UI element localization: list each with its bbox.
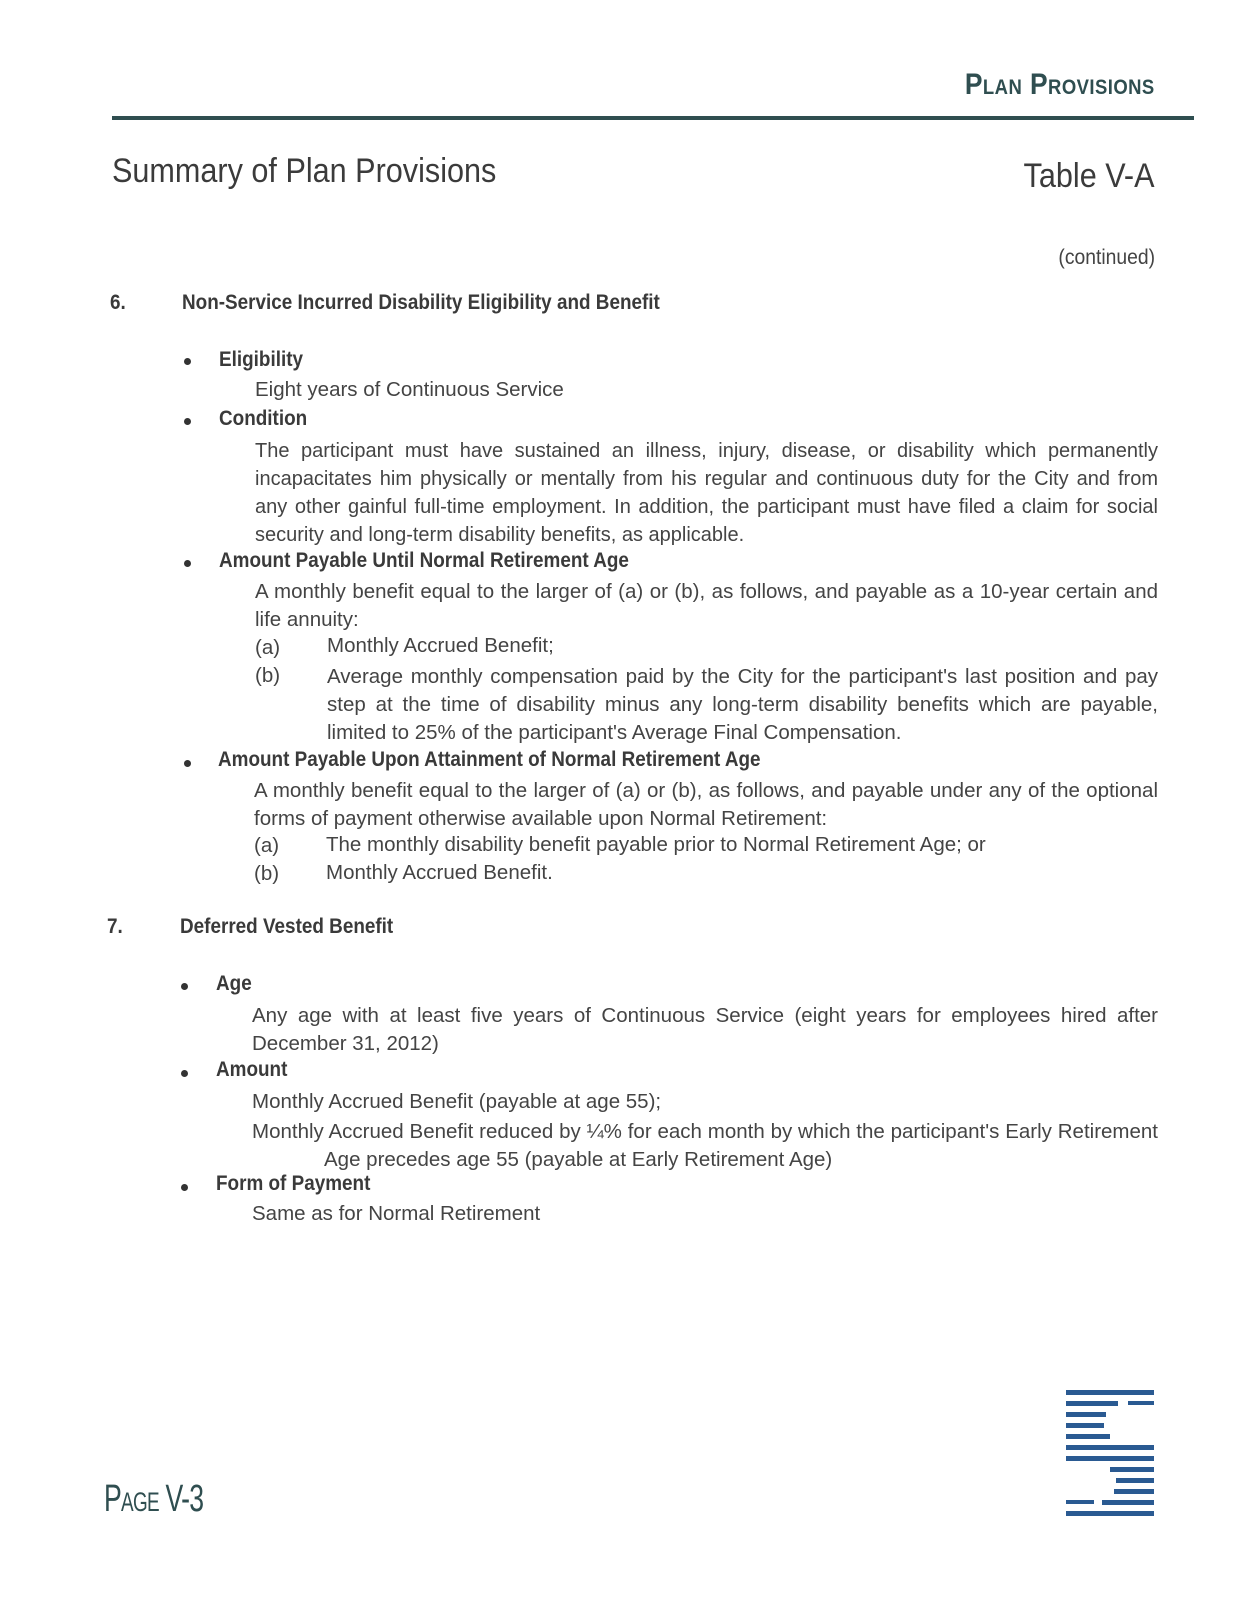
bullet-heading: Form of Payment — [216, 1172, 371, 1195]
bullet-icon — [181, 1184, 188, 1191]
item-label: (b) — [254, 862, 280, 885]
bullet-text: Any age with at least five years of Continuous Service (eight years for employees hired after December 31, 2012) — [252, 1004, 1158, 1055]
section-title: Deferred Vested Benefit — [180, 915, 394, 938]
hanging-text: Monthly Accrued Benefit reduced by ¼% for each month by which the participant's Early Retirement Age precedes age 55 (payable at Early Retirement Age) — [252, 1120, 1158, 1171]
section-title: Non-Service Incurred Disability Eligibility and Benefit — [182, 291, 660, 314]
item-label: (a) — [255, 636, 281, 659]
bullet-icon — [184, 418, 191, 425]
bullet-icon — [181, 983, 188, 990]
bullet-text: Monthly Accrued Benefit (payable at age 55); — [252, 1090, 662, 1113]
page-number: Page V-3 — [104, 1478, 204, 1520]
item-label: (a) — [254, 834, 280, 857]
bullet-heading: Amount — [216, 1058, 288, 1081]
bullet-icon — [181, 1070, 188, 1077]
bullet-heading: Amount Payable Upon Attainment of Normal Retirement Age — [218, 748, 761, 771]
item-text: Average monthly compensation paid by the City for the participant's last position and pay step at the time of disability minus any long-term disability benefits which are payable, limited to 25% of the participant's Average Final Compensation. — [327, 665, 1158, 744]
bullet-text — [252, 1118, 1158, 1174]
bullet-text: The participant must have sustained an illness, injury, disease, or disability which permanently incapacitates him physically or mentally from his regular and continuous duty for the City and from any other gainful full-time employment. In addition, the participant must have filed a claim for social security and long-term disability benefits, as applicable. — [255, 440, 1158, 546]
item-label: (b) — [255, 664, 281, 687]
bullet-heading: Age — [216, 972, 252, 995]
item-text: Monthly Accrued Benefit; — [327, 634, 554, 657]
bullet-text: A monthly benefit equal to the larger of (a) or (b), as follows, and payable under any of the optional forms of payment otherwise available upon Normal Retirement: — [254, 779, 1158, 830]
bullet-icon — [184, 560, 191, 567]
bullet-heading: Condition — [219, 407, 308, 430]
bullet-heading: Amount Payable Until Normal Retirement Age — [219, 549, 629, 572]
bullet-text: Eight years of Continuous Service — [255, 378, 564, 401]
section-number: 6. — [110, 291, 126, 314]
document-title: Summary of Plan Provisions — [112, 152, 497, 190]
bullet-icon — [184, 760, 191, 767]
item-text: The monthly disability benefit payable prior to Normal Retirement Age; or — [326, 833, 986, 856]
bullet-icon — [184, 358, 191, 365]
segal-logo-icon — [1066, 1390, 1156, 1518]
table-id: Table V-A — [1024, 157, 1155, 195]
section-number: 7. — [107, 915, 123, 938]
bullet-text: A monthly benefit equal to the larger of (a) or (b), as follows, and payable as a 10-year certain and life annuity: — [255, 580, 1158, 631]
item-text: Monthly Accrued Benefit. — [326, 861, 553, 884]
header-rule — [112, 116, 1194, 120]
page-header-title: Plan Provisions — [965, 68, 1155, 101]
bullet-text: Same as for Normal Retirement — [252, 1202, 541, 1225]
bullet-heading: Eligibility — [219, 348, 304, 371]
continued-label: (continued) — [1058, 246, 1155, 269]
